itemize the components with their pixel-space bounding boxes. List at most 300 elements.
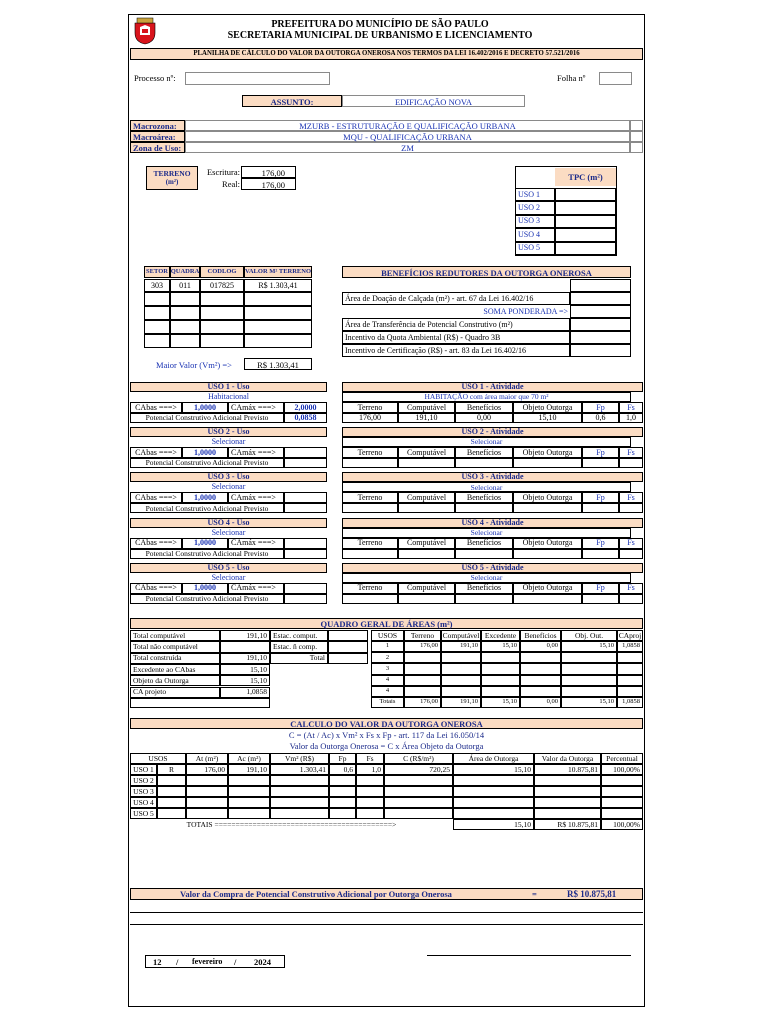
quadro-header: USOS [371,630,404,641]
camax-label: CAmáx ===> [228,447,284,458]
folha-input[interactable] [599,72,632,85]
atividade-select[interactable]: Selecionar [342,437,631,447]
atividade-cell-fs[interactable] [619,549,643,559]
atividade-title: USO 1 - Atividade [342,382,643,392]
formula-2: Valor da Outorga Onerosa = C x Área Objeto da Outorga [289,741,484,751]
macroarea-label: Macroárea: [130,131,185,142]
quadro-left-value: 191,10 [220,653,270,664]
lote-empty-cell[interactable] [144,334,170,348]
atividade-cell-computavel[interactable]: 191,10 [398,413,455,423]
camax-label: CAmáx ===> [228,583,284,594]
atividade-header: Computável [398,402,455,413]
estac-value[interactable] [328,630,368,641]
calculo-cell [453,797,534,808]
maior-valor-label: Maior Valor (Vm²) => [156,360,232,370]
pca-value [284,549,327,559]
lote-empty-cell[interactable] [170,292,200,306]
folha-label: Folha nº [557,73,586,83]
quadro-header: Obj. Out. [561,630,617,641]
calculo-cell [228,797,270,808]
calculo-cell [453,786,534,797]
quadro-left-label: CA projeto [130,687,220,698]
atividade-cell-objeto[interactable] [513,549,582,559]
atividade-header: Fp [582,402,619,413]
beneficio-label: Área de Doação de Calçada (m²) - art. 67 da Lei 16.402/16 [342,292,570,305]
calculo-header: USOS [130,753,186,764]
processo-input[interactable] [185,72,330,85]
atividade-select[interactable]: Selecionar [342,573,631,583]
uso-select[interactable]: Habitacional [208,392,249,401]
atividade-cell-computavel[interactable] [398,594,455,604]
atividade-title: USO 3 - Atividade [342,472,643,482]
calculo-cell [534,775,601,786]
lote-empty-cell[interactable] [200,292,244,306]
atividade-header: Benefícios [455,492,513,503]
pca-value [284,458,327,468]
quadro-total: 15,10 [481,697,520,708]
atividade-cell-objeto[interactable] [513,503,582,513]
atividade-cell-fp[interactable] [582,594,619,604]
atividade-header: Terreno [342,492,398,503]
quadro-cell [404,652,441,663]
escritura-value[interactable]: 176,00 [241,166,296,178]
atividade-header: Objeto Outorga [513,583,582,594]
beneficio-label: Área de Transferência de Potencial Construtivo (m²) [342,318,570,331]
calculo-cell [356,775,384,786]
quadro-cell [404,663,441,674]
quadro-header: Benefícios [520,630,561,641]
macrozona-pad [630,120,643,131]
date-day[interactable]: 12 [153,957,162,967]
calculo-cell: USO 2 [130,775,157,786]
calculo-title: CALCULO DO VALOR DA OUTORGA ONEROSA [130,718,643,729]
calculo-cell [601,775,643,786]
quadro-cell [481,663,520,674]
lote-empty-cell[interactable] [144,306,170,320]
atividade-cell-fs[interactable]: 1,0 [619,413,643,423]
uso-select[interactable]: Selecionar [211,527,246,537]
beneficio-top-pad [570,279,631,292]
lote-empty-cell[interactable] [244,292,312,306]
beneficios-title: BENEFÍCIOS REDUTORES DA OUTORGA ONEROSA [342,266,631,278]
estac-value[interactable] [328,641,368,652]
atividade-header: Benefícios [455,583,513,594]
date-year[interactable]: 2024 [254,957,271,967]
tpc-row-label: USO 2 [515,201,555,214]
atividade-header: Terreno [342,402,398,413]
real-label: Real: [222,179,240,189]
atividade-cell-fp[interactable] [582,503,619,513]
estac-label: Estac. comput. [270,630,328,641]
lote-empty-cell[interactable] [244,306,312,320]
quadro-cell [561,663,617,674]
calculo-cell: 191,10 [228,764,270,775]
calculo-cell [186,775,228,786]
quadro-cell [617,686,643,697]
lote-cell: 017825 [200,279,244,292]
atividade-cell-computavel[interactable] [398,549,455,559]
quadro-header: CAproj [618,630,642,640]
calculo-cell: USO 4 [130,797,157,808]
lote-empty-cell[interactable] [144,292,170,306]
pca-label: Potencial Construtivo Adicional Previsto [130,594,284,604]
atividade-cell-fp[interactable]: 0,6 [582,413,619,423]
cabas-value[interactable]: 1,0000 [182,538,228,549]
quadro-cell: 0,00 [520,641,561,652]
calculo-header: Fp [329,753,356,764]
tpc-row-label: USO 1 [515,188,555,201]
tpc-row-input[interactable] [555,201,616,214]
lote-empty-cell[interactable] [200,334,244,348]
calculo-cell [384,786,453,797]
atividade-cell-terreno[interactable] [342,458,398,468]
quadro-cell [561,675,617,686]
real-value[interactable]: 176,00 [241,178,296,190]
cabas-value[interactable]: 1,0000 [182,447,228,458]
calculo-cell [356,797,384,808]
calculo-cell: R [157,764,186,775]
calculo-cell [601,808,643,819]
camax-value [284,492,327,503]
quadro-cell: 4 [371,686,404,697]
atividade-header: Fp [582,538,619,549]
atividade-title: USO 5 - Atividade [342,563,643,573]
calculo-cell: USO 1 [130,764,157,775]
calculo-totais-pct: 100,00% [601,819,643,830]
calculo-cell [329,808,356,819]
uso-select[interactable]: Selecionar [211,482,246,492]
estac-label: Total [270,653,328,664]
cabas-value[interactable]: 1,0000 [182,492,228,503]
atividade-cell-objeto[interactable]: 15,10 [513,413,582,423]
calculo-cell: USO 3 [130,786,157,797]
atividade-header: Benefícios [455,447,513,458]
calculo-cell [356,808,384,819]
quadro-title: QUADRO GERAL DE ÁREAS (m²) [130,618,643,629]
macrozona-label: Macrozona: [130,120,185,131]
quadro-left-value: 1,0858 [220,687,270,698]
calculo-cell [601,786,643,797]
cabas-label: CAbas ===> [130,447,182,458]
lote-empty-cell[interactable] [144,320,170,334]
atividade-cell-beneficios[interactable] [455,503,513,513]
atividade-cell-terreno[interactable] [342,549,398,559]
lote-cell: 011 [170,279,200,292]
cabas-label: CAbas ===> [130,583,182,594]
atividade-header: Fp [582,583,619,594]
cabas-label: CAbas ===> [130,492,182,503]
atividade-cell-fs[interactable] [619,458,643,468]
quadro-cell [441,686,481,697]
lote-empty-cell[interactable] [170,306,200,320]
atividade-select[interactable]: HABITAÇÃO com área maior que 70 m² [342,392,631,402]
camax-label: CAmáx ===> [228,492,284,503]
final-eq: = [532,889,537,899]
camax-label: CAmáx ===> [228,538,284,549]
atividade-header: Fs [619,402,643,413]
pca-label: Potencial Construtivo Adicional Previsto [130,413,284,423]
pca-label: Potencial Construtivo Adicional Previsto [130,458,284,468]
calculo-header: Fs [356,753,384,764]
zona-label: Zona de Uso: [130,142,185,153]
atividade-select[interactable]: Selecionar [342,482,631,492]
quadro-total: Totais [371,697,404,708]
processo-label: Processo nº: [134,73,176,83]
calculo-cell [157,775,186,786]
beneficio-input[interactable] [570,318,631,331]
pca-value [284,503,327,513]
pca-value: 0,0858 [284,413,327,423]
tpc-row-input[interactable] [555,228,616,241]
calculo-cell [157,797,186,808]
atividade-cell-fs[interactable] [619,594,643,604]
calculo-cell [228,786,270,797]
calculo-cell [329,797,356,808]
quadro-cell [617,663,643,674]
calculo-cell: 0,6 [329,764,356,775]
calculo-cell [384,808,453,819]
city-seal-logo [133,17,157,45]
quadro-header: Terreno [404,630,441,641]
calculo-cell [228,808,270,819]
lote-cell: R$ 1.303,41 [244,279,312,292]
uso-title: USO 4 - Uso [130,518,327,528]
atividade-header: Computável [398,583,455,594]
lote-empty-cell[interactable] [200,320,244,334]
atividade-header: Computável [398,447,455,458]
quadro-total: 15,10 [561,697,617,708]
beneficio-input[interactable] [570,292,631,305]
maior-valor-value: R$ 1.303,41 [244,358,312,370]
atividade-cell-fp[interactable] [582,549,619,559]
quadro-cell [404,675,441,686]
quadro-cell [520,663,561,674]
divider-2 [130,924,643,925]
atividade-header: Terreno [342,447,398,458]
tpc-row-input[interactable] [555,242,616,255]
lote-empty-cell[interactable] [200,306,244,320]
calculo-cell: USO 5 [130,808,157,819]
lote-cell: 303 [144,279,170,292]
calculo-cell: 176,00 [186,764,228,775]
atividade-cell-terreno[interactable]: 176,00 [342,413,398,423]
cabas-label: CAbas ===> [130,538,182,549]
calculo-cell [157,808,186,819]
atividade-header: Fp [582,447,619,458]
quadro-cell: 3 [371,663,404,674]
atividade-header: Fp [582,492,619,503]
quadro-cell: 15,10 [561,641,617,652]
formula-1: C = (At / Ac) x Vm² x Fs x Fp - art. 117 da Lei 16.050/14 [288,730,485,740]
uso-title: USO 2 - Uso [130,427,327,437]
calculo-cell [186,786,228,797]
lote-header: VALOR M² TERRENO [244,266,312,278]
camax-value [284,447,327,458]
atividade-cell-terreno[interactable] [342,503,398,513]
lote-header: CODLOG [200,266,244,278]
atividade-header: Objeto Outorga [513,538,582,549]
beneficio-label: Incentivo de Certificação (R$) - art. 83 da Lei 16.402/16 [342,344,570,357]
quadro-cell: 191,10 [441,641,481,652]
beneficio-label: Incentivo da Quota Ambiental (R$) - Quadro 3B [342,331,570,344]
date-sep-2: / [234,957,237,967]
beneficio-input[interactable] [570,331,631,344]
calculo-cell [270,786,329,797]
atividade-cell-beneficios[interactable] [455,458,513,468]
atividade-header: Objeto Outorga [513,492,582,503]
atividade-cell-beneficios[interactable] [455,549,513,559]
atividade-cell-objeto[interactable] [513,458,582,468]
quadro-cell [441,675,481,686]
camax-value [284,538,327,549]
calculo-cell: 10.875,81 [534,764,601,775]
calculo-cell [384,775,453,786]
zona-pad [630,142,643,153]
calculo-cell: 100,00% [601,764,643,775]
quadro-total: 1,0858 [617,697,643,708]
quadro-cell: 2 [371,652,404,663]
quadro-cell: 15,10 [481,641,520,652]
assunto-select[interactable]: EDIFICAÇÃO NOVA [342,95,525,107]
pca-label: Potencial Construtivo Adicional Previsto [130,549,284,559]
calculo-cell [453,775,534,786]
quadro-cell [520,652,561,663]
quadro-total: 176,00 [404,697,441,708]
quadro-left-label: Total construída [130,653,220,664]
atividade-cell-fp[interactable] [582,458,619,468]
quadro-left-value [220,641,270,652]
calculo-header: At (m²) [186,753,228,764]
calculo-header: Vm² (R$) [270,753,329,764]
calculo-cell [270,808,329,819]
atividade-cell-fs[interactable] [619,503,643,513]
atividade-header: Terreno [342,583,398,594]
calculo-header: Valor da Outorga [534,753,601,764]
atividade-header: Fs [619,538,643,549]
lote-empty-cell[interactable] [244,334,312,348]
atividade-header: Objeto Outorga [513,447,582,458]
quadro-cell [561,686,617,697]
beneficio-input [570,305,631,318]
calculo-cell [534,786,601,797]
lote-header: SETOR [144,266,170,278]
quadro-cell [520,686,561,697]
lote-empty-cell[interactable] [244,320,312,334]
quadro-cell: 176,00 [404,641,441,652]
atividade-cell-terreno[interactable] [342,594,398,604]
zona-select[interactable]: ZM [185,142,630,153]
quadro-total: 0,00 [520,697,561,708]
calculo-cell: 720,25 [384,764,453,775]
camax-label: CAmáx ===> [228,402,284,413]
quadro-header: Computável [442,630,480,640]
uso-title: USO 5 - Uso [130,563,327,573]
atividade-select[interactable]: Selecionar [342,528,631,538]
tpc-title: TPC (m²) [555,168,616,186]
pca-value [284,594,327,604]
lote-empty-cell[interactable] [170,334,200,348]
calculo-cell: 15,10 [453,764,534,775]
assunto-label: ASSUNTO: [242,95,342,107]
terreno-label: TERRENO [153,169,191,178]
tpc-row-input[interactable] [555,215,616,228]
quadro-left-label: Excedente ao CAbas [130,664,220,675]
calculo-cell [601,797,643,808]
macrozona-select[interactable]: MZURB - ESTRUTURAÇÃO E QUALIFICAÇÃO URBANA [185,120,630,131]
calculo-cell: 1.303,41 [270,764,329,775]
estac-value[interactable] [328,653,368,664]
calculo-cell [534,797,601,808]
calculo-cell [453,808,534,819]
estac-label: Estac. ñ comp. [270,641,328,652]
calculo-cell [384,797,453,808]
calculo-header: C (R$/m²) [384,753,453,764]
date-month[interactable]: fevereiro [192,957,223,966]
final-value: R$ 10.875,81 [567,889,617,899]
uso-select[interactable]: Selecionar [211,437,246,447]
calculo-totais-valor: R$ 10.875,81 [534,819,601,830]
atividade-header: Computável [398,538,455,549]
camax-value: 2,0000 [284,402,327,413]
atividade-cell-objeto[interactable] [513,594,582,604]
atividade-header: Fs [619,492,643,503]
terreno-unit: (m²) [165,178,179,186]
quadro-cell [481,652,520,663]
beneficio-input[interactable] [570,344,631,357]
quadro-left-label: Total não computável [130,641,220,652]
signature-line [427,955,631,956]
final-label: Valor da Compra de Potencial Construtivo Adicional por Outorga Onerosa [180,889,452,899]
cabas-value[interactable]: 1,0000 [182,402,228,413]
quadro-cell: 4 [371,675,404,686]
camax-value [284,583,327,594]
divider-1 [130,912,643,913]
cabas-label: CAbas ===> [130,402,182,413]
atividade-header: Fs [619,583,643,594]
quadro-left-value: 15,10 [220,675,270,686]
header-title-1: PREFEITURA DO MUNICÍPIO DE SÃO PAULO [271,19,489,30]
uso-select[interactable]: Selecionar [211,572,246,582]
macroarea-select[interactable]: MQU - QUALIFICAÇÃO URBANA [185,131,630,142]
quadro-left-label: Objeto da Outorga [130,675,220,686]
atividade-cell-computavel[interactable] [398,458,455,468]
quadro-cell [481,686,520,697]
tpc-row-input[interactable] [555,188,616,201]
header-title-2: SECRETARIA MUNICIPAL DE URBANISMO E LICENCIAMENTO [227,30,533,41]
quadro-cell [561,652,617,663]
atividade-cell-beneficios[interactable]: 0,00 [455,413,513,423]
quadro-total: 191,10 [441,697,481,708]
quadro-cell [481,675,520,686]
calculo-cell [329,775,356,786]
atividade-cell-computavel[interactable] [398,503,455,513]
quadro-header: Excedente [481,630,520,641]
cabas-value[interactable]: 1,0000 [182,583,228,594]
atividade-header: Benefícios [455,402,513,413]
atividade-header: Terreno [342,538,398,549]
atividade-header: Fs [619,447,643,458]
atividade-cell-beneficios[interactable] [455,594,513,604]
quadro-left-blank [130,698,270,708]
atividade-title: USO 2 - Atividade [342,427,643,437]
calculo-totais-label: TOTAIS ==========================================> [186,819,397,829]
calculo-cell: 1,0 [356,764,384,775]
quadro-cell [441,652,481,663]
lote-empty-cell[interactable] [170,320,200,334]
escritura-label: Escritura: [206,167,240,177]
quadro-left-value: 15,10 [220,664,270,675]
calculo-cell [329,786,356,797]
